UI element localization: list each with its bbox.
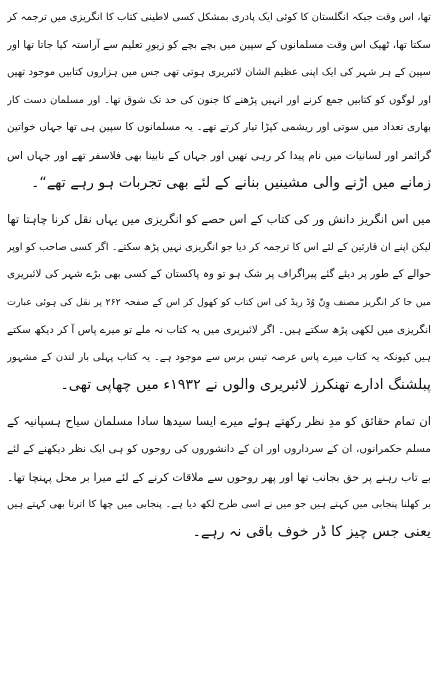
paragraph-2 bbox=[7, 206, 431, 399]
text-line: پبلشنگ ادارے تھنکرز لائبریری والوں نے ۱۹۳۲ء میں چھاپی تھی۔ bbox=[60, 376, 431, 393]
text-line: حوالے کے طور پر دیئے گئے پیراگراف پر شک ہو تو وہ پاکستان کے کسی بھی بڑے شہر کی لائبریری bbox=[7, 268, 431, 281]
text-line: انگریزی میں لکھی پڑھ سکتے ہیں۔ اگر لائبریری میں یہ کتاب نہ ملے تو میرے پاس آ کر دیکھ سکتے bbox=[7, 323, 431, 336]
text-line: لیکن اپنے ان قارئین کے لئے اس کا ترجمہ کر دیا جو انگریزی نہیں پڑھ سکتے۔ اگر کسی صاحب کو اوپر bbox=[7, 241, 431, 253]
text-line: بے تاب رہنے پر حق بجانب تھا اور پھر روحوں سے ملاقات کرنے کے لئے میرا بر محل پہنچا تھا۔ bbox=[7, 470, 431, 484]
text-line: زمانے میں اڑنے والی مشینیں بنانے کے لئے بھی تجربات ہو رہے تھے“۔ bbox=[30, 174, 431, 191]
text-line: ہیں کیونکہ یہ کتاب میرے پاس عرصہ تیس برس سے موجود ہے۔ یہ کتاب پہلی بار لندن کے مشہور bbox=[7, 352, 431, 364]
text-line: ان تمام حقائق کو مدِ نظر رکھتے ہوئے میرے ایسا سیدھا سادا مسلمان سیاح ہسپانیہ کے bbox=[7, 414, 431, 429]
text-line: میں اس انگریز دانش ور کی کتاب کے اس حصے کو انگریزی میں یہاں نقل کرنا چاہتا تھا bbox=[7, 212, 431, 227]
text-line: میں جا کر انگریز مصنف وِنّ وُڈ ریڈ کی اس کتاب کو کھول کر اس کے صفحہ ۲۶۲ پر نقل کی ہوئی عبارت bbox=[7, 296, 431, 308]
paragraph-3 bbox=[7, 408, 431, 546]
text-line: گرائمر اور لسانیات میں نام پیدا کر رہی تھیں اور جہاں کے نابینا بھی فلاسفر تھے اور جہاں اس bbox=[7, 148, 431, 162]
text-line: سپین کے ہر شہر کی ایک اپنی عظیم الشان لائبریری ہوتی تھی جس میں ہزاروں کتابیں موجود تھیں bbox=[7, 67, 431, 79]
text-line: بھاری تعداد میں سوتی اور ریشمی کپڑا تیار کرتے تھے۔ یہ مسلمانوں کا سپین ہی تھا جہاں خواتین bbox=[7, 121, 431, 134]
text-line: بر کھلنا پنجابی میں کہتے ہیں جو میں نے اسی طرح لکھ دیا ہے۔ پنجابی میں چھا کا اترنا بھی کہتے ہیں bbox=[7, 499, 431, 511]
text-line: سکتا تھا، ٹھیک اس وقت مسلمانوں کے سپین میں بچے بچے کو زیورِ تعلیم سے آراستہ کیا جاتا تھا اور bbox=[7, 38, 431, 51]
text-line: مسلم حکمرانوں، ان کے سرداروں اور ان کے دانشوروں کی روحوں کو ہی ایک نظر دیکھنے کے لئے bbox=[7, 442, 431, 455]
text-line: اور لوگوں کو کتابیں جمع کرنے اور انہیں پڑھنے کا جنون کی حد تک شوق تھا۔ اور مسلمان دست کار bbox=[7, 94, 431, 106]
text-line: یعنی جس چیز کا ڈر خوف باقی نہ رہے۔ bbox=[192, 523, 431, 540]
text-line: تھا، اس وقت جبکہ انگلستان کا کوئی ایک پادری بمشکل کسی لاطینی کتاب کا انگریزی میں ترجمہ کر bbox=[7, 12, 431, 23]
paragraph-1 bbox=[7, 4, 431, 197]
